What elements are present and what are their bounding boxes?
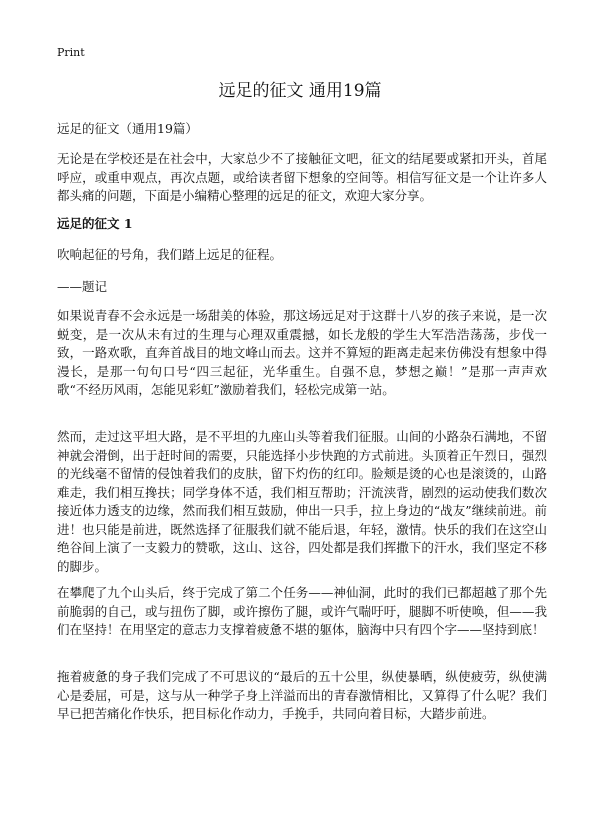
document-subtitle: 远足的征文（通用19篇） bbox=[57, 121, 198, 136]
body-paragraph: 在攀爬了九个山头后，终于完成了第二个任务——神仙洞，此时的我们已都超越了那个先前脆弱的自己，或与扭伤了脚，或许擦伤了腿，或许气喘吁吁，腿脚不听使唤，但——我们在坚持！在用坚定的意志力支撑着疲惫不堪的躯体，脑海中只有四个字——坚持到底！ bbox=[57, 585, 547, 637]
epigraph-signature: ——题记 bbox=[57, 279, 108, 294]
body-paragraph: 如果说青春不会永远是一场甜美的体验，那这场远足对于这群十八岁的孩子来说，是一次蜕变，是一次从未有过的生理与心理双重震撼，如长龙般的学生大军浩浩荡荡，步伐一致，一路欢歌，直奔首战目的地文峰山而去。这并不算短的距离走起来仿佛没有想象中得漫长，是那一句句口号“四三起征，光华重生。自强不息，梦想之巅！”是那一声声欢歌“不经历风雨，怎能见彩虹”激励着我们，轻松完成第一站。 bbox=[57, 308, 547, 397]
body-paragraph: 拖着疲惫的身子我们完成了不可思议的“最后的五十公里，纵使暴晒，纵使疲劳，纵使满心是委屈，可是，这与从一种学子身上洋溢而出的青春激情相比，又算得了什么呢？我们早已把苦痛化作快乐，把目标化作动力，手挽手，共同向着目标，大踏步前进。 bbox=[57, 669, 547, 721]
intro-paragraph: 无论是在学校还是在社会中，大家总少不了接触征文吧，征文的结尾要或紧扣开头，首尾呼应，或重申观点，再次点题，或给读者留下想象的空间等。相信写征文是一个让许多人都头痛的问题，下面是小编精心整理的远足的征文，欢迎大家分享。 bbox=[57, 151, 547, 203]
section-heading: 远足的征文 1 bbox=[57, 216, 133, 231]
print-label: Print bbox=[57, 46, 85, 59]
page-title: 远足的征文 通用19篇 bbox=[218, 81, 382, 101]
body-paragraph: 吹响起征的号角，我们踏上远足的征程。 bbox=[57, 247, 283, 262]
body-paragraph: 然而，走过这平坦大路，是不平坦的九座山头等着我们征服。山间的小路杂石满地，不留神就会滑倒，出于赶时间的需要，只能选择小步快跑的方式前进。头顶着正午烈日，强烈的光线毫不留情的侵蚀着我们的皮肤，留下灼伤的红印。脸颊是烫的心也是滚烫的，山路难走，我们相互搀扶；同学身体不适，我们相互帮助；汗流浃背，剧烈的运动使我们数次接近体力透支的边缘，然而我们相互鼓励，伸出一只手，拉上身边的“战友”继续前进。前进！也只能是前进，既然选择了征服我们就不能后退，年轻，激情。快乐的我们在这空山绝谷间上演了一支毅力的赞歌，这山、这谷，四处都是我们挥撒下的汗水，我们坚定不移的脚步。 bbox=[57, 429, 547, 574]
